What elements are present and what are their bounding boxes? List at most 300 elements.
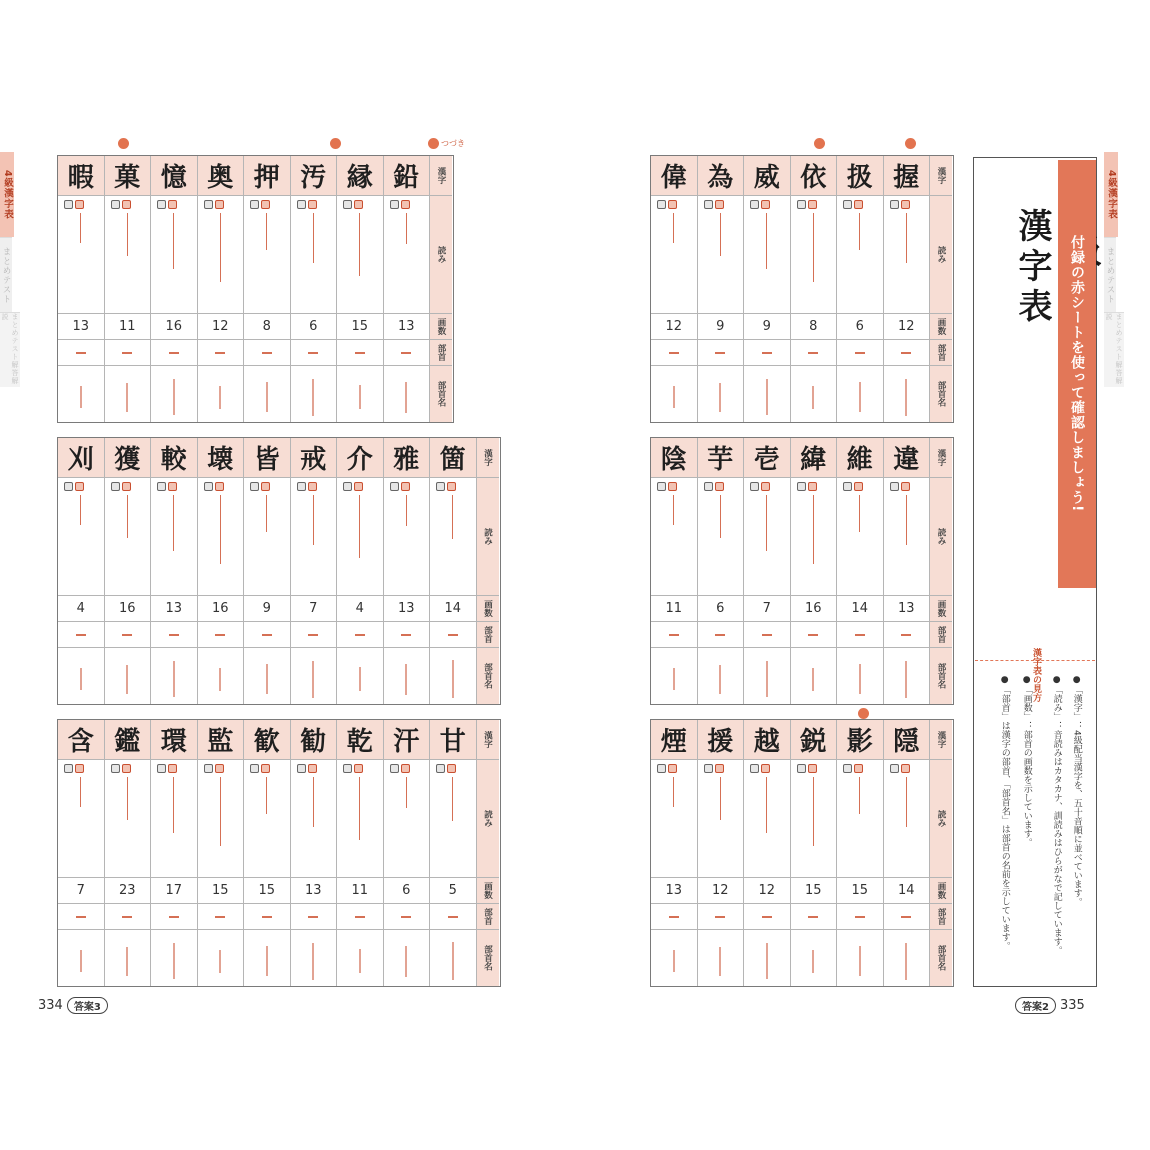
radical-cell	[291, 622, 337, 648]
reading-text-redline	[813, 495, 814, 564]
radical-cell	[651, 622, 697, 648]
row-label: 読み	[430, 196, 452, 314]
radical-cell	[698, 904, 744, 930]
reading-text-redline	[80, 777, 81, 807]
row-label-column	[930, 438, 952, 704]
kun-reading-icon	[657, 200, 666, 209]
radical-redmark	[355, 634, 365, 636]
kun-reading-icon	[704, 764, 713, 773]
radical-redmark	[762, 916, 772, 918]
reading-cell	[651, 196, 697, 314]
kanji-column	[698, 438, 745, 704]
kun-reading-icon	[157, 764, 166, 773]
radical-name-cell	[151, 648, 197, 704]
radical-name-cell	[837, 366, 883, 422]
radical-cell	[58, 904, 104, 930]
kun-reading-icon	[890, 482, 899, 491]
kanji-column	[698, 156, 745, 422]
radical-cell	[837, 340, 883, 366]
tab-kanji-table[interactable]: 4級漢字表	[0, 152, 14, 237]
radical-name-cell	[58, 366, 104, 422]
kanji-char: 依	[791, 156, 837, 196]
on-reading-icon	[401, 764, 410, 773]
on-reading-icon	[122, 764, 131, 773]
radical-redmark	[169, 352, 179, 354]
radical-cell	[884, 904, 930, 930]
kanji-char: 監	[198, 720, 244, 760]
on-reading-icon	[854, 764, 863, 773]
stroke-count: 16	[151, 314, 197, 340]
kanji-column	[384, 720, 431, 986]
radical-name-cell	[337, 648, 383, 704]
tab-summary-answers[interactable]: まとめテスト解答解説	[1105, 313, 1123, 385]
reading-text-redline	[673, 777, 674, 807]
reading-text-redline	[452, 495, 453, 539]
radical-redmark	[308, 634, 318, 636]
reading-cell	[384, 478, 430, 596]
stroke-count: 23	[105, 878, 151, 904]
reading-cell	[291, 760, 337, 878]
on-reading-icon	[668, 482, 677, 491]
kanji-column	[651, 438, 698, 704]
stroke-count: 13	[384, 314, 430, 340]
stroke-count: 12	[198, 314, 244, 340]
reading-cell	[698, 760, 744, 878]
reading-cell	[105, 478, 151, 596]
kanji-char: 含	[58, 720, 104, 760]
on-reading-icon	[715, 482, 724, 491]
reading-text-redline	[406, 777, 407, 808]
stroke-count: 14	[430, 596, 476, 622]
reading-text-redline	[127, 777, 128, 820]
radical-name-cell	[291, 366, 337, 422]
kanji-column	[244, 438, 291, 704]
row-label: 部首名	[482, 945, 493, 971]
kanji-column	[105, 720, 152, 986]
row-label: 画数	[430, 314, 452, 340]
on-reading-icon	[75, 200, 84, 209]
row-label: 部首名	[482, 663, 493, 689]
row-label: 画数	[930, 314, 952, 340]
radical-name-redline	[719, 665, 721, 694]
on-reading-icon	[808, 200, 817, 209]
kanji-char: 雅	[384, 438, 430, 478]
radical-name-redline	[452, 942, 454, 980]
on-reading-icon	[761, 764, 770, 773]
stroke-count: 7	[58, 878, 104, 904]
stroke-count: 12	[698, 878, 744, 904]
reading-text-redline	[359, 213, 360, 276]
on-reading-icon	[761, 200, 770, 209]
on-reading-icon	[122, 482, 131, 491]
radical-redmark	[808, 352, 818, 354]
row-label: 部首	[430, 340, 452, 366]
kun-reading-icon	[343, 764, 352, 773]
row-label: 画数	[930, 596, 952, 622]
stroke-count: 13	[651, 878, 697, 904]
radical-name-redline	[905, 379, 907, 416]
on-reading-icon	[168, 200, 177, 209]
on-reading-icon	[854, 482, 863, 491]
on-reading-icon	[75, 482, 84, 491]
radical-name-redline	[219, 668, 221, 691]
radical-name-cell	[384, 366, 430, 422]
radical-name-cell	[291, 930, 337, 986]
kun-reading-icon	[111, 200, 120, 209]
on-reading-icon	[215, 764, 224, 773]
radical-redmark	[762, 352, 772, 354]
kanji-char: 鉛	[384, 156, 430, 196]
on-reading-icon	[668, 200, 677, 209]
kanji-char: 乾	[337, 720, 383, 760]
kanji-column	[384, 156, 431, 422]
reading-cell	[151, 196, 197, 314]
stroke-count: 6	[384, 878, 430, 904]
radical-name-cell	[430, 930, 476, 986]
reading-text-redline	[220, 213, 221, 282]
tab-summary-answers[interactable]: まとめテスト解答解説	[1, 313, 19, 385]
radical-cell	[198, 904, 244, 930]
radical-redmark	[401, 916, 411, 918]
reading-cell	[291, 478, 337, 596]
reading-text-redline	[720, 213, 721, 256]
radical-redmark	[215, 916, 225, 918]
kun-reading-icon	[204, 200, 213, 209]
radical-redmark	[308, 352, 318, 354]
radical-cell	[744, 340, 790, 366]
radical-redmark	[715, 916, 725, 918]
radical-name-cell	[698, 366, 744, 422]
stroke-count: 6	[837, 314, 883, 340]
tab-summary-test[interactable]: まとめテスト	[1104, 237, 1116, 312]
marker-dot	[428, 138, 439, 149]
radical-redmark	[715, 634, 725, 636]
radical-cell	[151, 340, 197, 366]
tab-summary-test[interactable]: まとめテスト	[0, 237, 12, 312]
on-reading-icon	[215, 482, 224, 491]
kanji-char: 較	[151, 438, 197, 478]
on-reading-icon	[715, 764, 724, 773]
on-reading-icon	[354, 764, 363, 773]
right-side-tabs	[1104, 152, 1150, 387]
kun-reading-icon	[297, 764, 306, 773]
radical-name-cell	[837, 648, 883, 704]
radical-cell	[58, 340, 104, 366]
radical-name-cell	[105, 366, 151, 422]
row-label: 部首名	[936, 945, 946, 971]
kanji-column	[384, 438, 431, 704]
reading-cell	[791, 478, 837, 596]
radical-name-cell	[58, 930, 104, 986]
radical-redmark	[215, 634, 225, 636]
kanji-column	[837, 720, 884, 986]
marker-dot	[814, 138, 825, 149]
kun-reading-icon	[157, 482, 166, 491]
radical-name-cell	[791, 930, 837, 986]
radical-cell	[337, 622, 383, 648]
radical-name-cell	[337, 366, 383, 422]
kun-reading-icon	[111, 482, 120, 491]
kanji-char: 奥	[198, 156, 244, 196]
reading-cell	[105, 196, 151, 314]
reading-cell	[198, 478, 244, 596]
kun-reading-icon	[297, 200, 306, 209]
kanji-char: 甘	[430, 720, 476, 760]
reading-text-redline	[813, 777, 814, 846]
reading-cell	[58, 760, 104, 878]
kun-reading-icon	[750, 482, 759, 491]
stroke-count: 8	[244, 314, 290, 340]
kanji-char: 影	[837, 720, 883, 760]
reading-text-redline	[766, 213, 767, 269]
radical-cell	[291, 904, 337, 930]
kanji-char: 戒	[291, 438, 337, 478]
stroke-count: 6	[291, 314, 337, 340]
kanji-column	[291, 438, 338, 704]
answer-tag: 答案2	[1015, 997, 1056, 1014]
row-label: 漢字	[430, 156, 452, 196]
left-side-tabs	[0, 152, 46, 387]
radical-cell	[337, 340, 383, 366]
radical-cell	[837, 904, 883, 930]
radical-name-redline	[173, 943, 175, 979]
radical-cell	[430, 622, 476, 648]
radical-name-cell	[384, 930, 430, 986]
reading-cell	[244, 760, 290, 878]
radical-redmark	[855, 352, 865, 354]
radical-name-cell	[291, 648, 337, 704]
kanji-char: 偉	[651, 156, 697, 196]
radical-name-cell	[744, 648, 790, 704]
stroke-count: 15	[837, 878, 883, 904]
radical-name-cell	[198, 648, 244, 704]
kanji-char: 緯	[791, 438, 837, 478]
on-reading-icon	[715, 200, 724, 209]
radical-redmark	[262, 916, 272, 918]
row-label: 部首名	[936, 663, 946, 689]
radical-name-redline	[219, 386, 221, 409]
row-label: 漢字	[930, 438, 952, 478]
kanji-char: 扱	[837, 156, 883, 196]
stroke-count: 12	[651, 314, 697, 340]
kanji-column	[884, 156, 931, 422]
kun-reading-icon	[204, 764, 213, 773]
on-reading-icon	[808, 482, 817, 491]
kanji-table	[57, 719, 501, 987]
tab-kanji-table[interactable]: 4級漢字表	[1104, 152, 1118, 237]
reading-cell	[430, 760, 476, 878]
stroke-count: 16	[105, 596, 151, 622]
reading-text-redline	[127, 213, 128, 256]
radical-redmark	[76, 352, 86, 354]
left-page-footer	[38, 997, 108, 1014]
kun-reading-icon	[704, 200, 713, 209]
radical-name-redline	[80, 950, 82, 972]
kanji-column	[151, 156, 198, 422]
reading-cell	[837, 196, 883, 314]
radical-cell	[244, 340, 290, 366]
kanji-column	[884, 720, 931, 986]
kanji-char: 威	[744, 156, 790, 196]
radical-redmark	[669, 916, 679, 918]
kanji-char: 隠	[884, 720, 930, 760]
reading-cell	[337, 760, 383, 878]
radical-redmark	[715, 352, 725, 354]
radical-redmark	[855, 634, 865, 636]
kun-reading-icon	[343, 200, 352, 209]
radical-cell	[337, 904, 383, 930]
kanji-column	[430, 438, 477, 704]
radical-name-cell	[105, 648, 151, 704]
reading-text-redline	[673, 495, 674, 525]
reading-cell	[837, 760, 883, 878]
radical-name-redline	[859, 664, 861, 694]
on-reading-icon	[308, 764, 317, 773]
kun-reading-icon	[704, 482, 713, 491]
stroke-count: 9	[698, 314, 744, 340]
kanji-char: 陰	[651, 438, 697, 478]
radical-name-cell	[58, 648, 104, 704]
radical-redmark	[76, 634, 86, 636]
kun-reading-icon	[390, 482, 399, 491]
reading-text-redline	[720, 495, 721, 538]
row-label: 読み	[930, 760, 952, 878]
radical-cell	[698, 340, 744, 366]
kanji-char: 鋭	[791, 720, 837, 760]
kanji-char: 壊	[198, 438, 244, 478]
radical-name-redline	[312, 943, 314, 980]
kanji-char: 暇	[58, 156, 104, 196]
reading-cell	[244, 196, 290, 314]
radical-cell	[651, 904, 697, 930]
row-label: 漢字	[930, 720, 952, 760]
kun-reading-icon	[750, 200, 759, 209]
radical-redmark	[262, 352, 272, 354]
kanji-char: 獲	[105, 438, 151, 478]
kanji-column	[198, 720, 245, 986]
stroke-count: 13	[151, 596, 197, 622]
reading-cell	[430, 478, 476, 596]
reading-text-redline	[173, 495, 174, 551]
radical-cell	[698, 622, 744, 648]
kanji-column	[244, 156, 291, 422]
kanji-column	[698, 720, 745, 986]
reading-cell	[791, 196, 837, 314]
radical-cell	[791, 904, 837, 930]
radical-name-redline	[126, 947, 128, 976]
radical-cell	[198, 622, 244, 648]
reading-text-redline	[906, 213, 907, 263]
stroke-count: 15	[198, 878, 244, 904]
radical-cell	[744, 904, 790, 930]
radical-redmark	[808, 634, 818, 636]
stroke-count: 13	[58, 314, 104, 340]
radical-cell	[151, 622, 197, 648]
radical-name-redline	[405, 382, 407, 413]
radical-name-cell	[430, 648, 476, 704]
kanji-table	[650, 155, 954, 423]
kun-reading-icon	[390, 764, 399, 773]
radical-redmark	[401, 352, 411, 354]
howto-line: ●「漢字」：4級配当漢字を、五十音順に並べています。	[1071, 675, 1082, 907]
radical-redmark	[308, 916, 318, 918]
reading-cell	[698, 478, 744, 596]
row-label-column	[477, 438, 499, 704]
reading-text-redline	[359, 495, 360, 558]
kanji-column	[105, 156, 152, 422]
radical-name-cell	[151, 366, 197, 422]
on-reading-icon	[668, 764, 677, 773]
radical-name-redline	[766, 943, 768, 979]
radical-name-redline	[219, 950, 221, 973]
kanji-char: 憶	[151, 156, 197, 196]
on-reading-icon	[308, 200, 317, 209]
radical-name-cell	[744, 366, 790, 422]
kanji-table	[57, 437, 501, 705]
row-label: 漢字	[930, 156, 952, 196]
on-reading-icon	[901, 764, 910, 773]
kun-reading-icon	[750, 764, 759, 773]
radical-cell	[884, 622, 930, 648]
reading-cell	[58, 478, 104, 596]
radical-name-cell	[244, 366, 290, 422]
kanji-char: 環	[151, 720, 197, 760]
on-reading-icon	[261, 200, 270, 209]
stroke-count: 15	[337, 314, 383, 340]
reading-text-redline	[173, 777, 174, 833]
radical-name-redline	[126, 383, 128, 412]
stroke-count: 13	[384, 596, 430, 622]
kun-reading-icon	[250, 482, 259, 491]
stroke-count: 16	[791, 596, 837, 622]
radical-name-cell	[244, 930, 290, 986]
kanji-char: 握	[884, 156, 930, 196]
radical-name-cell	[105, 930, 151, 986]
right-page-footer	[1015, 997, 1085, 1014]
reading-cell	[105, 760, 151, 878]
reading-cell	[884, 196, 930, 314]
kun-reading-icon	[890, 764, 899, 773]
reading-cell	[337, 196, 383, 314]
radical-name-cell	[837, 930, 883, 986]
answer-tag: 答案3	[67, 997, 108, 1014]
page-number: 334	[38, 998, 63, 1013]
kanji-column	[837, 156, 884, 422]
kun-reading-icon	[157, 200, 166, 209]
row-label: 部首名	[936, 381, 946, 407]
reading-text-redline	[673, 213, 674, 243]
reading-text-redline	[266, 213, 267, 250]
radical-name-redline	[766, 661, 768, 697]
kanji-char: 押	[244, 156, 290, 196]
on-reading-icon	[168, 764, 177, 773]
reading-text-redline	[406, 495, 407, 526]
kanji-column	[58, 720, 105, 986]
radical-name-redline	[312, 379, 314, 416]
radical-cell	[791, 340, 837, 366]
kun-reading-icon	[111, 764, 120, 773]
row-label: 部首	[477, 622, 499, 648]
radical-name-redline	[859, 946, 861, 976]
radical-name-redline	[359, 949, 361, 973]
reading-text-redline	[220, 495, 221, 564]
reading-text-redline	[906, 777, 907, 827]
kanji-column	[837, 438, 884, 704]
radical-name-redline	[719, 383, 721, 412]
kanji-column	[744, 156, 791, 422]
radical-cell	[884, 340, 930, 366]
radical-redmark	[76, 916, 86, 918]
